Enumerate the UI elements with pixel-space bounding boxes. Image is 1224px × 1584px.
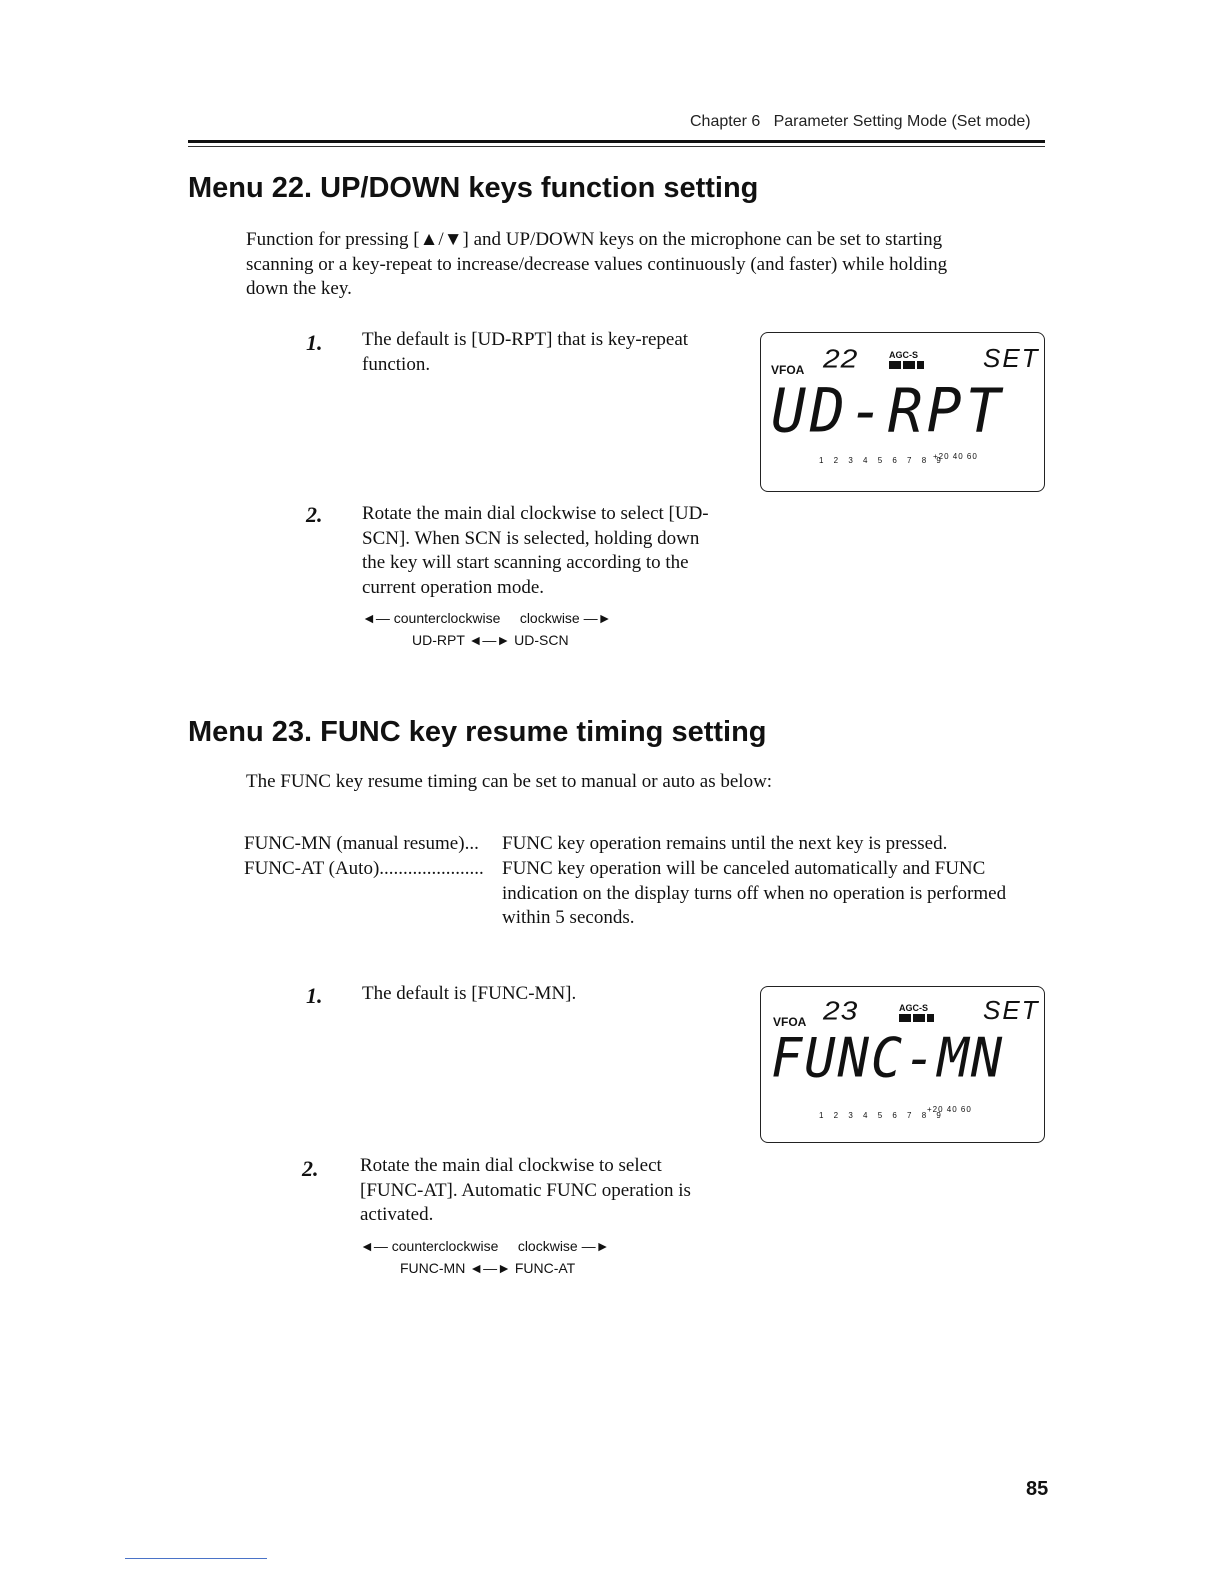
value-right: UD-SCN [514,632,569,648]
menu22-intro-line: Function for pressing [▲/▼] and UP/DOWN keys on the microphone can be set to starting [246,229,943,250]
rotation-direction-legend [360,1238,609,1254]
lcd-set-indicator: SET [983,343,1040,373]
lcd-agc-label: AGC-S [889,350,918,360]
running-header [690,113,1031,131]
lcd-agc-label: AGC-S [899,1003,928,1013]
header-rule-thin [188,146,1045,147]
lcd-meter-db-scale: +20 40 60 [933,452,978,461]
lcd-vfo-label: VFOA [771,363,805,377]
step-line: the key will start scanning according to the [362,552,689,573]
lcd-vfo-label: VFOA [773,1015,807,1029]
lcd-display-ud-rpt [760,332,1045,492]
value-left: UD-RPT [412,632,465,648]
definition-term: FUNC-MN (manual resume)... [244,833,479,854]
step-number: 1. [306,330,323,355]
meter-icon [927,1014,934,1022]
ccw-label: counterclockwise [393,610,501,626]
step-line: current operation mode. [362,576,545,598]
step-number: 2. [306,502,323,527]
footer-rule [125,1558,267,1559]
step-line: [FUNC-AT]. Automatic FUNC operation is [360,1179,691,1201]
menu23-heading: Menu 23. FUNC key resume timing setting [188,716,767,748]
meter-icon [899,1014,911,1022]
rotation-direction-legend [362,610,611,626]
left-arrow-icon: ◄— [362,610,394,626]
step-line: The default is [UD-RPT] that is key-repeat [362,329,689,350]
step-text [362,502,752,600]
step-line: SCN]. When SCN is selected, holding down [362,527,700,549]
lcd-display-func-mn [760,986,1045,1143]
definition-term: FUNC-AT (Auto)...................... [244,858,484,879]
lcd-meter-scale: 1 2 3 4 5 6 7 8 9 [819,1111,945,1120]
menu22-heading: Menu 22. UP/DOWN keys function setting [188,172,759,204]
step-line: function. [362,353,431,375]
value-left: FUNC-MN [400,1260,466,1276]
lcd-agc-indicator [899,1004,936,1022]
step-line: activated. [360,1204,434,1225]
lcd-main-readout: UD-RPT [771,375,1005,447]
step-line: Rotate the main dial clockwise to select [360,1155,662,1176]
description-line: indication on the display turns off when no operation is performed [502,882,1007,904]
cw-label: clockwise [517,1238,578,1254]
meter-icon [903,361,915,369]
double-arrow-icon: ◄—► [464,632,515,648]
page-number: 85 [1026,1478,1049,1500]
description-line: within 5 seconds. [502,907,635,928]
lcd-agc-indicator [889,351,926,369]
step-text [360,1154,750,1228]
meter-icon [913,1014,925,1022]
step-text [362,328,742,377]
rotation-values [400,1260,575,1276]
step-text: The default is [FUNC-MN]. [362,983,577,1004]
definition-description: FUNC key operation remains until the next key is pressed. [502,833,948,854]
step-number: 1. [306,983,323,1008]
lcd-channel-number: 23 [823,997,859,1026]
right-arrow-icon: —► [577,1238,610,1254]
right-arrow-icon: —► [579,610,612,626]
menu22-intro-line: scanning or a key-repeat to increase/decrease values continuously (and faster) while holding [246,253,948,275]
ccw-label: counterclockwise [391,1238,499,1254]
double-arrow-icon: ◄—► [465,1260,515,1276]
lcd-channel-number: 22 [823,345,859,374]
meter-icon [889,361,901,369]
step-line: Rotate the main dial clockwise to select [UD- [362,503,709,524]
lcd-meter-db-scale: +20 40 60 [927,1105,972,1114]
lcd-set-indicator: SET [983,995,1040,1025]
rotation-values [412,632,569,648]
menu22-intro [246,228,1046,302]
cw-label: clockwise [519,610,580,626]
definition-description [502,857,1062,931]
left-arrow-icon: ◄— [360,1238,392,1254]
chapter-title: Parameter Setting Mode (Set mode) [773,113,1031,130]
lcd-meter-scale: 1 2 3 4 5 6 7 8 9 [819,456,945,465]
value-right: FUNC-AT [514,1260,576,1276]
chapter-label: Chapter 6 [690,113,761,130]
step-number: 2. [302,1156,319,1181]
meter-icon [917,361,924,369]
lcd-main-readout: FUNC-MN [771,1027,1005,1090]
menu22-intro-line: down the key. [246,278,352,299]
header-rule [188,140,1045,143]
description-line: FUNC key operation will be canceled automatically and FUNC [502,858,986,879]
menu23-intro: The FUNC key resume timing can be set to manual or auto as below: [246,771,773,792]
